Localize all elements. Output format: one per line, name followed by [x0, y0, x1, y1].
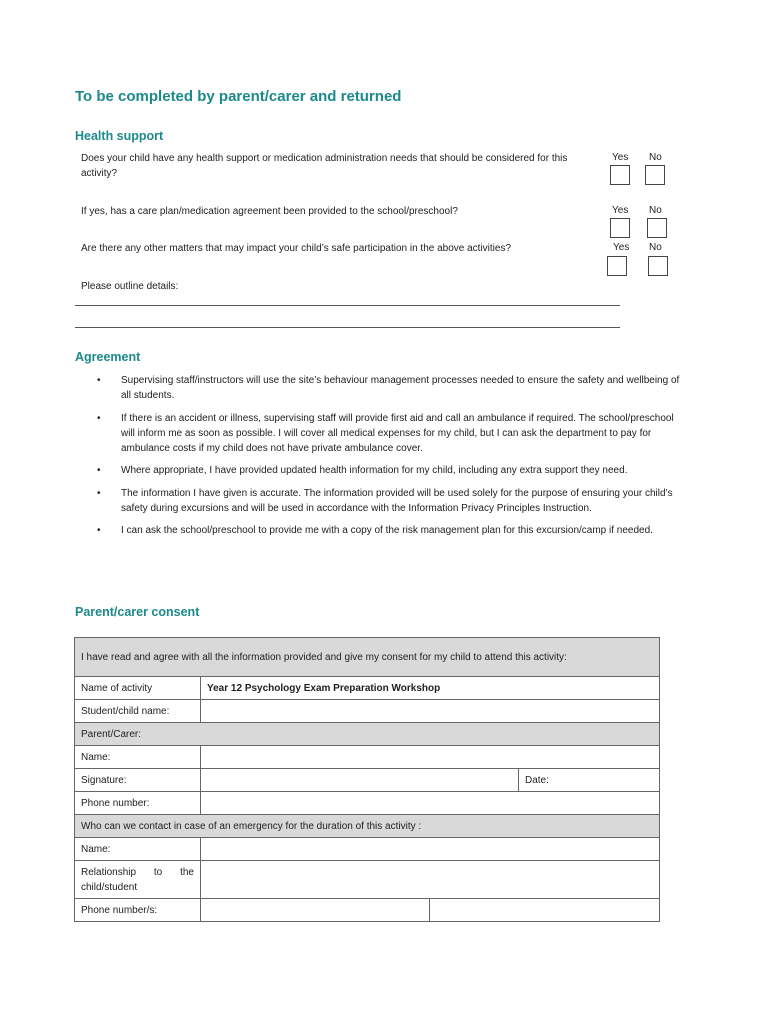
q3-yes-checkbox[interactable]: [607, 256, 627, 276]
parent-name-field[interactable]: [201, 746, 660, 769]
activity-name-field[interactable]: Year 12 Psychology Exam Preparation Workshop: [201, 677, 660, 700]
relationship-label: Relationship to the child/student: [75, 861, 201, 899]
emergency-phone-label: Phone number/s:: [75, 899, 201, 922]
emergency-phone-field-2[interactable]: [430, 899, 660, 922]
emergency-name-label: Name:: [75, 838, 201, 861]
q1-no-label: No: [649, 152, 662, 163]
agreement-item: • Supervising staff/instructors will use the site’s behaviour management processes needed to ensure the safety and wellbeing of all students.: [97, 375, 680, 402]
emergency-phone-field-1[interactable]: [201, 899, 430, 922]
q1-yes-label: Yes: [612, 152, 629, 163]
agreement-item: • I can ask the school/preschool to provide me with a copy of the risk management plan for this excursion/camp if needed.: [97, 523, 682, 538]
q3-no-label: No: [649, 242, 662, 253]
bullet-icon: •: [97, 525, 101, 537]
parent-name-label: Name:: [75, 746, 201, 769]
parent-carer-section: Parent/Carer:: [75, 723, 660, 746]
bullet-icon: •: [97, 465, 101, 477]
phone-number-label: Phone number:: [75, 792, 201, 815]
question-health-needs: Does your child have any health support or medication administration needs that should be considered for this activity?: [81, 153, 568, 179]
relationship-field[interactable]: [201, 861, 660, 899]
agreement-list: [97, 373, 682, 546]
q2-yes-label: Yes: [612, 205, 629, 216]
consent-form-table: [74, 637, 660, 922]
date-label: Date:: [525, 774, 549, 786]
emergency-name-field[interactable]: [201, 838, 660, 861]
details-line-1[interactable]: [75, 305, 620, 306]
q3-yes-label: Yes: [613, 242, 630, 253]
consent-statement: I have read and agree with all the information provided and give my consent for my child to attend this activity:: [75, 638, 660, 677]
outline-details-label: Please outline details:: [81, 281, 179, 292]
activity-name-label: Name of activity: [75, 677, 201, 700]
bullet-icon: •: [97, 412, 101, 424]
q2-yes-checkbox[interactable]: [610, 218, 630, 238]
page-title: To be completed by parent/carer and returned: [75, 88, 402, 105]
student-name-field[interactable]: [201, 700, 660, 723]
q1-yes-checkbox[interactable]: [610, 165, 630, 185]
agreement-heading: Agreement: [75, 350, 141, 364]
details-line-2[interactable]: [75, 327, 620, 328]
agreement-item: • The information I have given is accurate. The information provided will be used solely for the purpose of ensuring your child’s safety during excursions and will be used in accordance with the Information Privacy Principles Instruction.: [97, 487, 673, 515]
emergency-contact-section: Who can we contact in case of an emergency for the duration of this activity :: [75, 815, 660, 838]
q2-no-checkbox[interactable]: [647, 218, 667, 238]
date-field[interactable]: [519, 769, 660, 792]
agreement-item: • If there is an accident or illness, supervising staff will provide first aid and call an ambulance if required. The school/preschool will inform me as soon as possible. I will cover all medical expenses for my child, but I can ask the department to pay for ambulance costs if my child does not have private ambulance cover.: [97, 412, 674, 455]
q3-no-checkbox[interactable]: [648, 256, 668, 276]
question-care-plan: If yes, has a care plan/medication agreement been provided to the school/preschool?: [81, 206, 458, 217]
phone-number-field[interactable]: [201, 792, 660, 815]
student-name-label: Student/child name:: [75, 700, 201, 723]
q2-no-label: No: [649, 205, 662, 216]
consent-heading: Parent/carer consent: [75, 605, 200, 619]
bullet-icon: •: [97, 487, 101, 499]
signature-label: Signature:: [75, 769, 201, 792]
q1-no-checkbox[interactable]: [645, 165, 665, 185]
health-support-heading: Health support: [75, 129, 164, 143]
question-other-matters: Are there any other matters that may impact your child’s safe participation in the above activities?: [81, 243, 512, 254]
agreement-item: • Where appropriate, I have provided updated health information for my child, including any extra support they need.: [97, 463, 682, 478]
bullet-icon: •: [97, 375, 101, 386]
signature-field[interactable]: [201, 769, 519, 792]
